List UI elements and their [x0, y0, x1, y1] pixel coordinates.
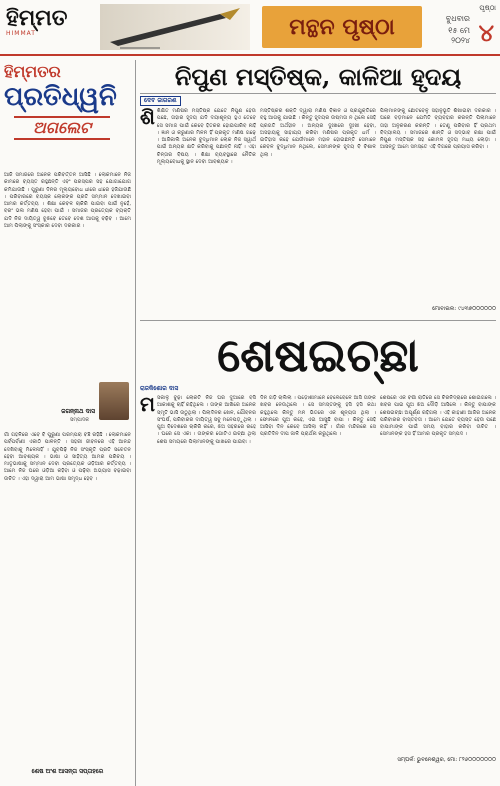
story1-text-2: ମସ୍ତିଷ୍କର ଶକ୍ତି ଦ୍ୱାରା ମଣିଷ ବିଜ୍ଞାନ ଓ ପ୍ରଯୁକ୍ତିରେ ବହୁ ଆଗକୁ ଯାଇଛି । କିନ୍ତୁ ହୃଦୟର ଉଷ୍ମତା ନ ଥିଲେ ସେହି ପ୍ରଗତି ଅର୍ଥହୀନ । ଅନ୍ୟର ଦୁଃଖରେ ଦୁଃଖୀ ହେବା, ଅସହାୟକୁ ସାହାଯ୍ୟ କରିବା ମଣିଷର ପ୍ରକୃତ ଧର୍ମ । ଇତିହାସ କହେ ଯେଉଁମାନେ ମହାନ ହୋଇଛନ୍ତି ସେମାନେ କେବଳ ବୁଦ୍ଧିମାନ ନଥିଲେ, ସେମାନଙ୍କ ହୃଦୟ ବି ବିଶାଳ ଥିଲା । — [260, 108, 376, 158]
author-box — [4, 382, 131, 428]
story2-footer: ସମ୍ପର୍କ: ଭୁବନେଶ୍ୱର, ମୋ: ୮୨୬୦୦୦୦୦୦୦ — [397, 757, 496, 763]
fountain-pen-icon — [100, 4, 250, 50]
page-number: ୪ — [478, 18, 494, 47]
issue-day: ବୁଧବାର — [445, 14, 470, 23]
author-role: ସମ୍ପାଦକ — [69, 417, 89, 423]
story2-text-2: ଦିନ ଗଡ଼ି ଚାଲିଲା । ପଡ଼ୋଶୀମାନେ ବେଳେବେଳେ ଆସି ତାଙ୍କ ଖବର ନେଉଥିଲେ । ସେ ସମସ୍ତଙ୍କୁ ହସି ହସି କଥା କହୁଥିଲେ କିନ୍ତୁ ମନ ଭିତରେ ଏକ ଶୂନ୍ୟତା ଥିଲା । ଫୋନରେ ପୁଅ କହେ, ଏଇ ଆସୁଛି ବାପା । କିନ୍ତୁ ସେହି ଆସିବା ଦିନ କେବେ ଆସିଲା ନାହିଁ । ଗାଁର ମନ୍ଦିରରେ ସେ ପ୍ରତିଦିନ ଦୀପ ଜାଳି ପ୍ରାର୍ଥନା କରୁଥିଲେ । — [260, 395, 376, 438]
section-divider — [140, 320, 496, 321]
column-brand-small: ହିମ୍ମତର — [4, 62, 61, 81]
story1-headline: ନିପୁଣ ମସ୍ତିଷ୍କ, କାଳିଆ ହୃଦୟ — [140, 60, 496, 94]
story2-text-1: ସକାଳୁ ବୁଢ଼ା ଲୋକଟି ନିଜ ଘର ଦୁଆରେ ବସି ଆକାଶକୁ ଚାହିଁ ରହିଥିଲେ । ତାଙ୍କ ଆଖିରେ ଅନେକ ସ୍ମୃତି ଭାସି ଉଠୁଥିଲା । ପିଲାଦିନର ଖେଳ, ଯୌବନର ସଂଘର୍ଷ, ପରିବାରର ଦାୟିତ୍ୱ ସବୁ ମନେପଡ଼ୁଥିଲା । ପୁଅ ବିଦେଶରେ ଚାକିରି କରେ, ଝିଅ ସହରରେ ରହେ । ଘରେ ସେ ଏକା । ତାଙ୍କର ଗୋଟିଏ ଇଚ୍ଛା ଥିଲା ଶେଷ ସମୟରେ ପିଲାମାନଙ୍କୁ ପାଖରେ ପାଇବା । — [156, 395, 256, 445]
story1-text-3: ପିଲାମାନଙ୍କୁ ଛୋଟବେଳୁ ସହାନୁଭୂତି ଶିଖାଇବା ଦରକାର । ଘରେ ବଡ଼ମାନେ ଯେମିତି ବ୍ୟବହାର କରନ୍ତି ପିଲାମାନେ ତାହା ଅନୁକରଣ କରନ୍ତି । ତେଣୁ ପରିବାର ହିଁ ପ୍ରଥମ ବିଦ୍ୟାଳୟ । ସମାଜରେ ଶାନ୍ତି ଓ ସଦ୍ଭାବ ରକ୍ଷା ପାଇଁ ନିପୁଣ ମସ୍ତିଷ୍କ ସହ କୋମଳ ହୃଦୟ ମଧ୍ୟ ଲୋଡ଼ା । ଆସନ୍ତୁ ଆମେ ସମସ୍ତେ ଏହି ଦିଗରେ ପ୍ରୟାସ କରିବା । — [380, 108, 496, 151]
story1-byline — [140, 96, 496, 106]
story2-byline: ରାଜକିଶୋର ଦାସ — [140, 385, 179, 392]
story1-col-2 — [260, 108, 376, 316]
story2-col-2 — [260, 395, 376, 771]
paper-logo — [6, 6, 94, 46]
story1-col-3 — [380, 108, 496, 316]
column-body-text-2: ଗାଁ ଗହଳିରେ ଏବେ ବି ପୁରୁଣା ପରମ୍ପରା ବଞ୍ଚି ରହିଛି । ଲୋକମାନେ ପର୍ବପର୍ବାଣୀ ଏକାଠି ପାଳନ୍ତି । ସହରୀ ଜୀବନରେ ଏହି ଆନନ୍ଦ ଦେଖିବାକୁ ମିଳେନାହିଁ । ଯୁବପିଢ଼ି ନିଜ ସଂସ୍କୃତି ପ୍ରତି ସଚେତନ ହେବା ଆବଶ୍ୟକ । ଭାଷା ଓ ସାହିତ୍ୟ ଆମର ପରିଚୟ । ମାତୃଭାଷାକୁ ସମ୍ମାନ ଦେବା ପ୍ରତ୍ୟେକ ଓଡ଼ିଆର କର୍ତ୍ତବ୍ୟ । ଆମେ ନିଜ ଘରେ ଓଡ଼ିଆ କହିବା ଓ ପଢ଼ିବା ଅଭ୍ୟାସ ବଢ଼ାଇବା ଉଚିତ । ଏହା ଦ୍ୱାରା ଆମ ଭାଷା ସମୃଦ୍ଧ ହେବ । — [4, 432, 131, 482]
story1-sign-off: ମୋବାଇଲ: ୯୪୩୭୦୦୦୦୦୦ — [432, 306, 496, 312]
author-photo — [99, 382, 129, 420]
column-brand — [4, 60, 131, 172]
masthead — [0, 0, 500, 56]
continued-mark: ଶେଷ ଅଂଶ ଆସନ୍ତା ସପ୍ତାହରେ — [31, 768, 104, 775]
column-brand-big: ପ୍ରତିଧ୍ୱନି — [4, 82, 117, 112]
story1-text-1: ଶିକ୍ଷିତ ମଣିଷର ମସ୍ତିଷ୍କ ଯେତେ ନିପୁଣ ହେଉ ପଛେ, ତାହାର ହୃଦୟ ଯଦି ଦୟାଶୂନ୍ୟ ହୁଏ ତେବେ ସେ ସମାଜ ପାଇଁ କେବେ ହିତକର ହୋଇପାରିବ ନାହିଁ । ଜ୍ଞାନ ଓ କରୁଣାର ମିଳନ ହିଁ ପ୍ରକୃତ ମଣିଷ ଗଢ଼େ । ଆଜିକାଲି ଅନେକ ବୁଦ୍ଧିମାନ ଲୋକ ନିଜ ସ୍ୱାର୍ଥ ପାଇଁ ଅନ୍ୟର କ୍ଷତି କରିବାକୁ ପଛାନ୍ତି ନାହିଁ । ଏହା ଚିନ୍ତାର ବିଷୟ । ଶିକ୍ଷା ବ୍ୟବସ୍ଥାରେ ନୈତିକ ମୂଲ୍ୟବୋଧକୁ ସ୍ଥାନ ଦେବା ଆବଶ୍ୟକ । — [156, 108, 256, 166]
story2-dropcap: ମ — [140, 392, 155, 416]
story1-col-1 — [140, 105, 256, 316]
paper-name: ହିମ୍ମତ — [6, 5, 68, 31]
story1-body — [140, 105, 496, 316]
story2-header — [140, 325, 496, 385]
story2-body — [140, 392, 496, 771]
story2-headline: ଶେଷଇଚ୍ଛା — [217, 328, 419, 382]
column-brand-italic: ଅଗଲେଟ — [14, 116, 110, 140]
story1-dropcap: ଶି — [140, 105, 155, 129]
issue-date: ୧୫ ମେ ୨୦୨୪ — [448, 26, 470, 45]
column-body-text: ଆଜି ସମାଜରେ ଅନେକ ପରିବର୍ତ୍ତନ ଆସିଛି । ଲୋକମାନେ ନିଜ କାମରେ ବ୍ୟସ୍ତ ରହୁଛନ୍ତି ଏବଂ ପରସ୍ପର ସହ ଯୋଗାଯୋଗ କମିଯାଉଛି । ପୁରୁଣା ଦିନର ମୂଲ୍ୟବୋଧ ଧୀରେ ଧୀରେ ହଜିଯାଉଛି । ପରିବାରରେ ବୟସ୍କ ଲୋକଙ୍କ ପ୍ରତି ସମ୍ମାନ ଦେଖାଇବା ଆମର କର୍ତ୍ତବ୍ୟ । ଶିକ୍ଷା କେବଳ ଚାକିରି ପାଇବା ପାଇଁ ନୁହେଁ, ବରଂ ଭଲ ମଣିଷ ହେବା ପାଇଁ । ସମାଜର ପ୍ରତ୍ୟେକ ବ୍ୟକ୍ତି ଯଦି ନିଜ ଦାୟିତ୍ୱ ବୁଝିବେ ତେବେ ଦେଶ ଆଗକୁ ବଢ଼ିବ । ଆମେ ଆମ ପିଲାଙ୍କୁ ସଂସ୍କାର ଦେବା ଦରକାର । — [4, 172, 131, 230]
story1-byline-name: ଦେବ ଜାଗରଣ — [140, 96, 181, 106]
issue-info — [428, 4, 496, 50]
section-title: ମନ୍ଥନ ପୃଷ୍ଠା — [289, 14, 395, 40]
left-column — [0, 60, 136, 786]
section-banner — [262, 6, 422, 48]
story2-col-3 — [380, 395, 496, 771]
story2-text-3: ଶେଷରେ ଏକ ବର୍ଷା ରାତିରେ ସେ ଚିରନିଦ୍ରାରେ ଶୋଇଗଲେ । ଖବର ପାଇ ପୁଅ ଝିଅ ଦୌଡ଼ି ଆସିଲେ । କିନ୍ତୁ ବାପାଙ୍କ ଶେଷଇଚ୍ଛା ଅପୂର୍ଣ୍ଣ ରହିଗଲା । ଏହି କାହାଣୀ ଆଜିର ଅନେକ ପରିବାରର ବାସ୍ତବତା । ଆମେ ଯେତେ ବ୍ୟସ୍ତ ହେଉ ପଛେ ବାପାମାଙ୍କ ପାଇଁ ସମୟ ବାହାର କରିବା ଉଚିତ । ସେମାନଙ୍କ ହସ ହିଁ ଆମର ପ୍ରକୃତ ସମ୍ପଦ । — [380, 395, 496, 438]
paper-tag: HIMMAT — [6, 30, 36, 37]
author-name: ଜଗନ୍ନାଥ ଦାସ — [61, 408, 95, 415]
main-area — [140, 60, 496, 786]
page-label: ପୃଷ୍ଠା — [479, 4, 496, 12]
story2-col-1 — [140, 392, 256, 771]
